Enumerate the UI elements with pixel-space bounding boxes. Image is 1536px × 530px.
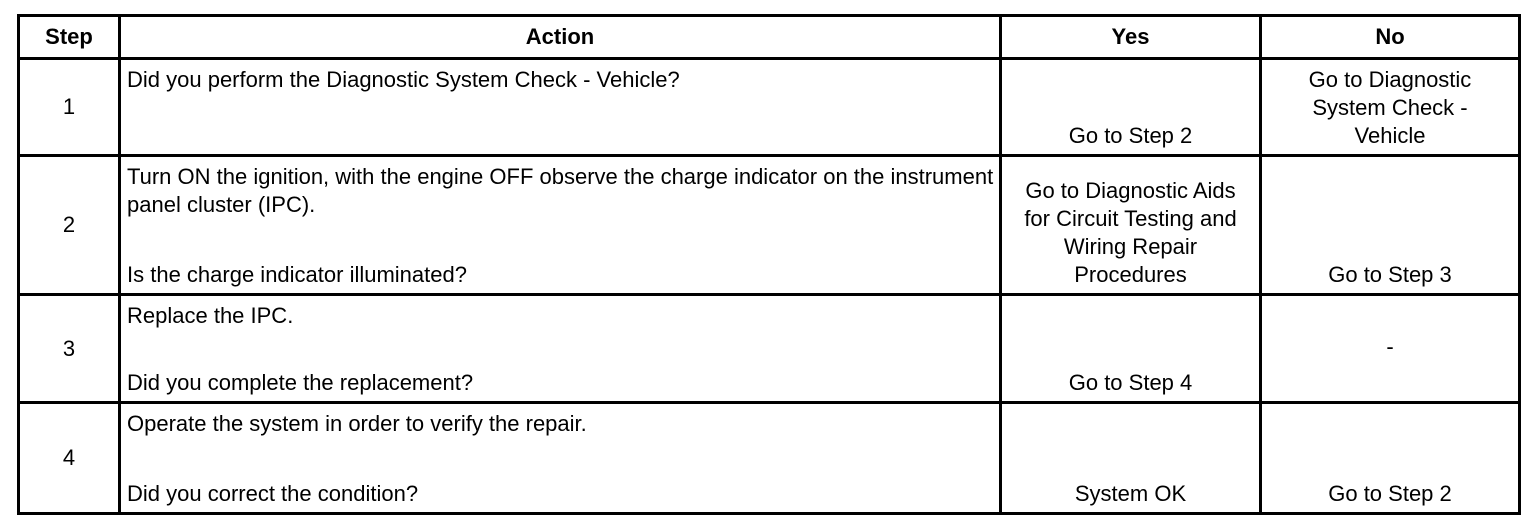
header-no: No — [1262, 17, 1518, 60]
diagnostic-table — [17, 14, 1521, 515]
step-number: 2 — [20, 157, 121, 296]
action-question: Did you correct the condition? — [127, 481, 419, 506]
action-cell — [121, 157, 1002, 296]
no-cell — [1262, 296, 1518, 404]
step-number: 1 — [20, 60, 121, 157]
header-step: Step — [20, 17, 121, 60]
no-cell — [1262, 60, 1518, 157]
yes-cell — [1002, 60, 1262, 157]
no-text: - — [1386, 333, 1394, 359]
step-number: 4 — [20, 404, 121, 512]
no-cell — [1262, 404, 1518, 512]
action-text: Did you perform the Diagnostic System Check - Vehicle? — [127, 67, 680, 92]
no-text: Go to Diagnostic System Check - Vehicle — [1308, 67, 1472, 148]
action-cell — [121, 404, 1002, 512]
no-text: Go to Step 2 — [1328, 481, 1452, 506]
header-yes: Yes — [1002, 17, 1262, 60]
yes-text: System OK — [1074, 481, 1187, 506]
action-cell — [121, 296, 1002, 404]
action-text: Turn ON the ignition, with the engine OFF observe the charge indicator on the instrument panel cluster (IPC). — [127, 164, 994, 217]
step-number: 3 — [20, 296, 121, 404]
action-question: Is the charge indicator illuminated? — [127, 262, 467, 287]
yes-text: Go to Step 4 — [1068, 370, 1193, 395]
yes-text: Go to Step 2 — [1068, 123, 1193, 148]
yes-cell — [1002, 157, 1262, 296]
yes-cell — [1002, 296, 1262, 404]
action-text: Operate the system in order to verify the repair. — [127, 411, 587, 436]
action-question: Did you complete the replacement? — [127, 370, 474, 395]
no-cell — [1262, 157, 1518, 296]
yes-text: Go to Diagnostic Aids for Circuit Testing and Wiring Repair Procedures — [1024, 178, 1237, 287]
yes-cell — [1002, 404, 1262, 512]
action-cell — [121, 60, 1002, 157]
action-text: Replace the IPC. — [127, 303, 294, 328]
no-text: Go to Step 3 — [1328, 262, 1452, 287]
header-action: Action — [121, 17, 1002, 60]
